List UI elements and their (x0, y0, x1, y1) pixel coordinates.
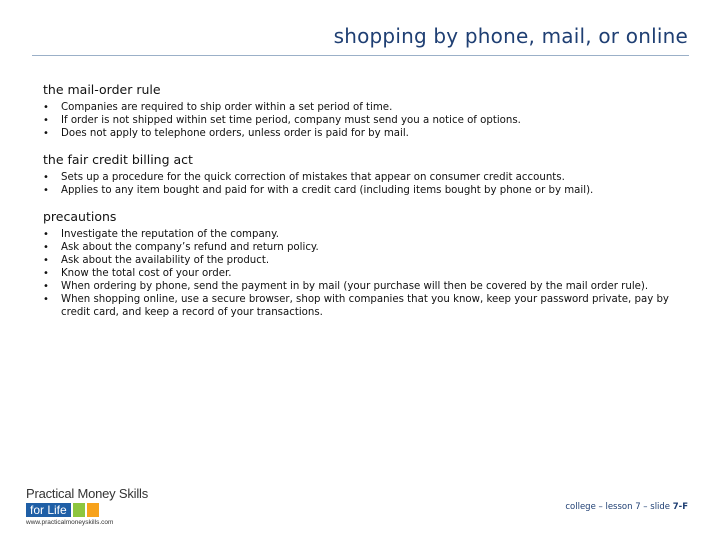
bullet-item: • When ordering by phone, send the payment in by mail (your purchase will then be covered by the mail order rule). (43, 280, 683, 293)
slide-title: shopping by phone, mail, or online (333, 24, 688, 48)
logo-url: www.practicalmoneyskills.com (26, 519, 114, 526)
bullet-item: • Know the total cost of your order. (43, 267, 683, 280)
section-heading: the mail-order rule (43, 82, 161, 97)
bullet-item: • Does not apply to telephone orders, unless order is paid for by mail. (43, 127, 683, 140)
logo-title: Practical Money Skills (26, 486, 149, 501)
bullet-list (43, 101, 683, 140)
bullet-item: • Ask about the availability of the product. (43, 254, 683, 267)
section-precautions (43, 209, 683, 319)
logo-tagline-row (26, 503, 156, 517)
section-heading: the fair credit billing act (43, 152, 193, 167)
bullet-item: • Investigate the reputation of the company. (43, 228, 683, 241)
bullet-list (43, 171, 683, 197)
bullet-item: • Ask about the company’s refund and return policy. (43, 241, 683, 254)
section-fair-credit-billing-act (43, 152, 683, 197)
bullet-item: • Sets up a procedure for the quick correction of mistakes that appear on consumer credit accounts. (43, 171, 683, 184)
practical-money-skills-logo (26, 486, 156, 528)
footer-text: college – lesson 7 – slide (565, 502, 673, 512)
bullet-item: • Applies to any item bought and paid for with a credit card (including items bought by phone or by mail). (43, 184, 683, 197)
logo-green-square (73, 503, 85, 517)
bullet-item: • If order is not shipped within set time period, company must send you a notice of options. (43, 114, 683, 127)
bullet-item: • When shopping online, use a secure browser, shop with companies that you know, keep your password private, pay by credit card, and keep a record of your transactions. (43, 293, 683, 319)
bullet-list (43, 228, 683, 319)
title-divider (32, 55, 689, 56)
slide-number: 7-F (672, 502, 688, 512)
slide-footer (565, 502, 688, 512)
section-mail-order-rule (43, 82, 683, 140)
section-heading: precautions (43, 209, 117, 224)
slide-content (43, 82, 683, 331)
logo-tagline: for Life (26, 503, 71, 517)
logo-orange-square (87, 503, 99, 517)
bullet-item: • Companies are required to ship order within a set period of time. (43, 101, 683, 114)
